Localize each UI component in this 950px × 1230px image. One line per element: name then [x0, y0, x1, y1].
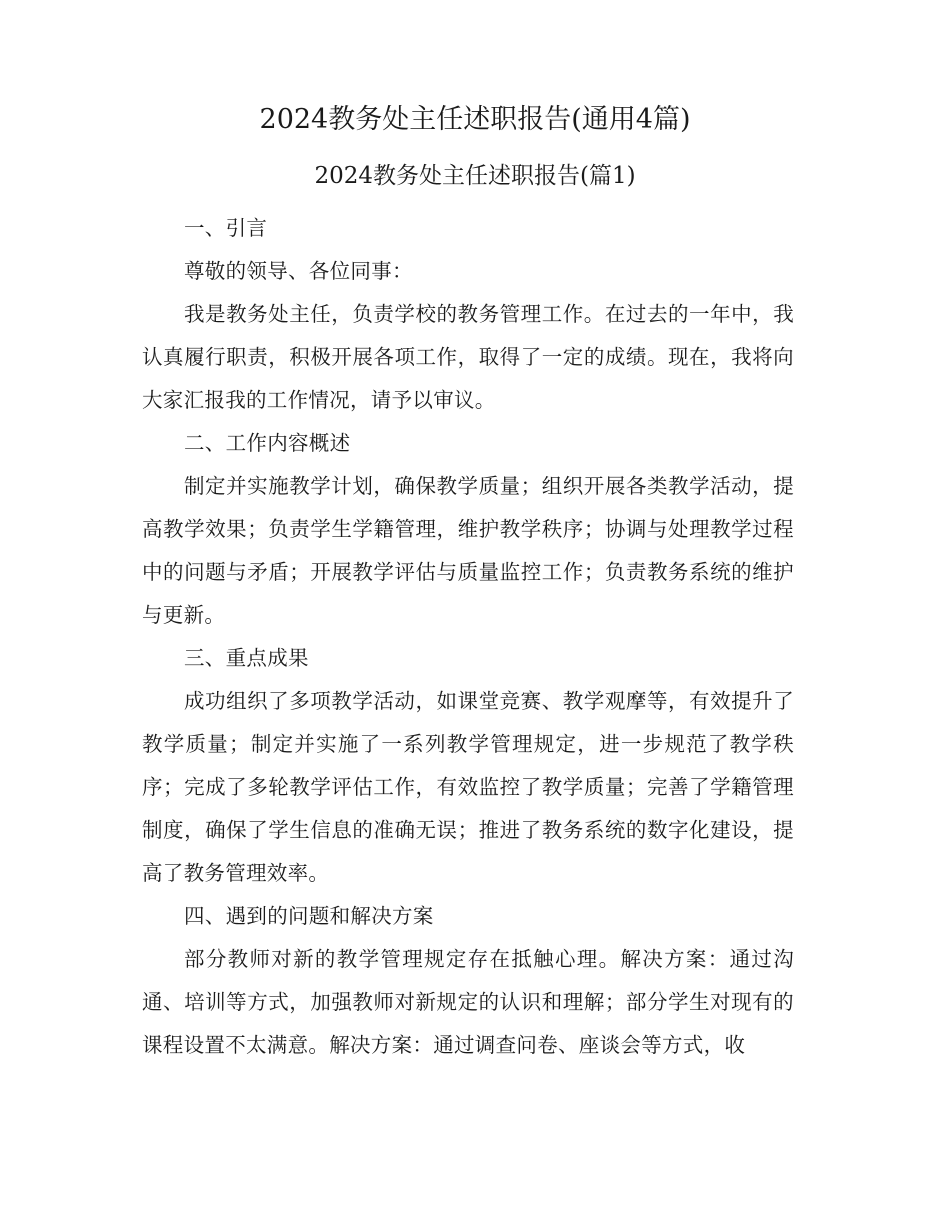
- intro-paragraph: 我是教务处主任，负责学校的教务管理工作。在过去的一年中，我认真履行职责，积极开展各项工作，取得了一定的成绩。现在，我将向大家汇报我的工作情况，请予以审议。: [142, 302, 794, 412]
- document-subtitle: 2024教务处主任述职报告(篇1): [314, 163, 636, 189]
- section-heading-key-achievements: 三、重点成果: [184, 646, 309, 670]
- document-body: [142, 207, 794, 1067]
- section-heading-problems-solutions: 四、遇到的问题和解决方案: [184, 904, 434, 928]
- salutation-paragraph: 尊敬的领导、各位同事：: [184, 259, 413, 283]
- key-achievements-paragraph: 成功组织了多项教学活动，如课堂竞赛、教学观摩等，有效提升了教学质量；制定并实施了一系列教学管理规定，进一步规范了教学秩序；完成了多轮教学评估工作，有效监控了教学质量；完善了学籍管理制度，确保了学生信息的准确无误；推进了教务系统的数字化建设，提高了教务管理效率。: [142, 689, 794, 885]
- section-heading-work-overview: 二、工作内容概述: [184, 431, 351, 455]
- section-heading-introduction: 一、引言: [184, 216, 268, 240]
- document-title: 2024教务处主任述职报告(通用4篇): [259, 104, 691, 135]
- work-overview-paragraph: 制定并实施教学计划，确保教学质量；组织开展各类教学活动，提高教学效果；负责学生学籍管理，维护教学秩序；协调与处理教学过程中的问题与矛盾；开展教学评估与质量监控工作；负责教务系统的维护与更新。: [142, 474, 794, 627]
- problems-solutions-paragraph: 部分教师对新的教学管理规定存在抵触心理。解决方案：通过沟通、培训等方式，加强教师对新规定的认识和理解；部分学生对现有的课程设置不太满意。解决方案：通过调查问卷、座谈会等方式，收: [142, 947, 794, 1057]
